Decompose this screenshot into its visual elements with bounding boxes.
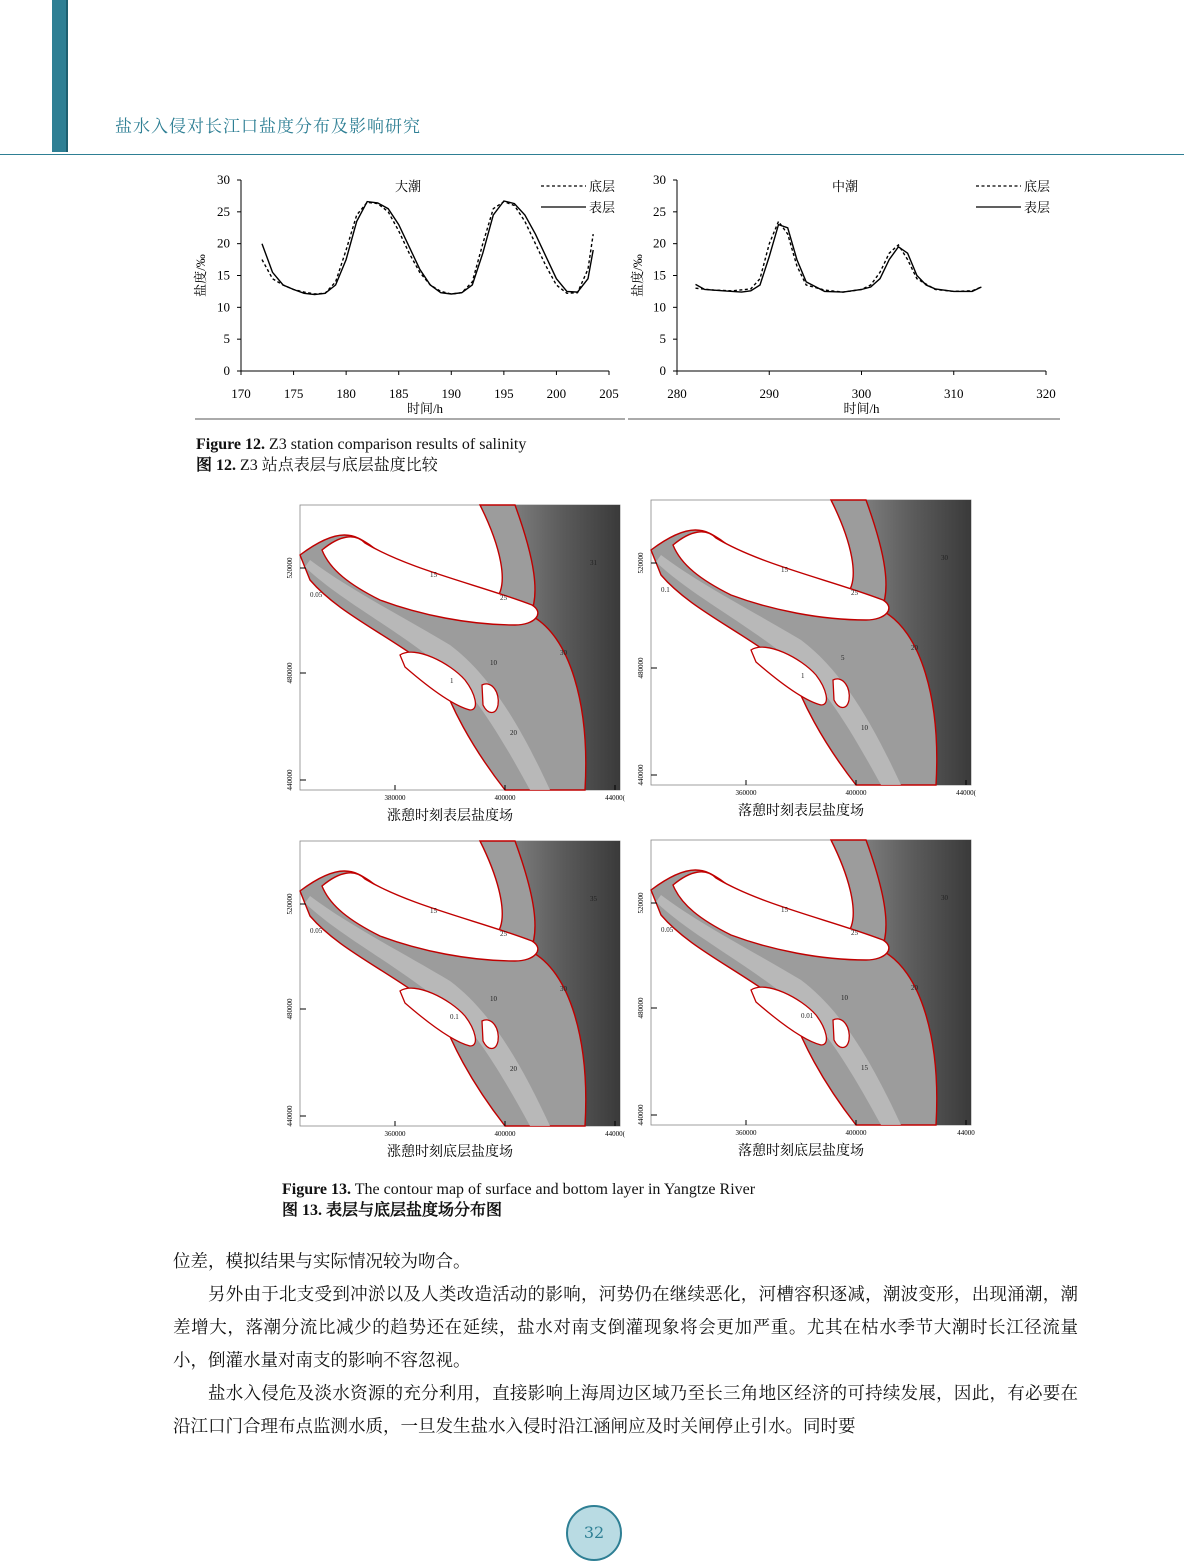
map-y-tick-label: 520000 <box>286 557 294 579</box>
legend-label: 底层 <box>1024 179 1051 194</box>
x-tick-label: 190 <box>441 386 462 401</box>
header-rule <box>0 154 1184 155</box>
contour-value: 30 <box>941 554 948 562</box>
x-axis-label: 时间/h <box>843 401 880 416</box>
y-tick-label: 5 <box>659 331 666 347</box>
contour-value: 10 <box>490 659 497 667</box>
x-tick-label: 310 <box>944 386 964 401</box>
contour-value: 30 <box>941 894 948 902</box>
x-tick-label: 320 <box>1036 386 1056 401</box>
map-y-tick-label: 480000 <box>286 662 294 684</box>
contour-value: 10 <box>861 724 868 732</box>
figure13-zh-text: 表层与底层盐度场分布图 <box>322 1202 503 1219</box>
map-x-tick-label: 400000 <box>494 794 516 802</box>
x-tick-label: 300 <box>851 386 872 401</box>
paragraph-3: 盐水入侵危及淡水资源的充分利用，直接影响上海周边区域乃至长三角地区经济的可持续发展，因此，有必要在沿江口门合理布点监测水质，一旦发生盐水入侵时沿江涵闸应及时关闸停止引水。同时要 <box>173 1384 1078 1437</box>
contour-value: 15 <box>430 907 437 915</box>
salinity-contour-maps <box>270 495 990 1175</box>
map-x-tick-label: 400000 <box>845 789 867 797</box>
contour-value: 5 <box>841 654 845 662</box>
figure12-en-label: Figure 12. <box>196 436 266 453</box>
salinity-chart-neap-tide <box>628 170 1060 425</box>
x-tick-label: 170 <box>231 386 251 401</box>
x-tick-label: 205 <box>599 386 619 401</box>
x-tick-label: 280 <box>667 386 687 401</box>
y-tick-label: 5 <box>223 331 230 347</box>
x-axis-label: 时间/h <box>406 401 444 416</box>
map-panel-label: 落憩时刻表层盐度场 <box>738 804 864 819</box>
x-tick-label: 290 <box>759 386 779 401</box>
y-tick-label: 20 <box>217 235 230 251</box>
map-x-tick-label: 44000( <box>605 1130 625 1138</box>
map-x-tick-label: 360000 <box>735 1129 757 1137</box>
contour-value: 30 <box>560 649 567 657</box>
contour-value: 1 <box>801 672 805 680</box>
y-tick-label: 30 <box>653 172 666 187</box>
map-y-tick-label: 440000 <box>637 764 645 786</box>
x-tick-label: 175 <box>283 386 304 401</box>
salinity-chart-spring-tide <box>195 170 625 425</box>
paragraph-1: 位差，模拟结果与实际情况较为吻合。 <box>173 1252 471 1272</box>
x-tick-label: 200 <box>546 386 567 401</box>
y-tick-label: 25 <box>653 203 666 219</box>
map-y-tick-label: 440000 <box>286 1105 294 1127</box>
y-tick-label: 0 <box>223 363 230 378</box>
contour-value: 0.05 <box>310 591 323 599</box>
figure13-zh-label: 图 13. <box>282 1202 323 1219</box>
series-line-surface-layer <box>262 201 593 295</box>
y-tick-label: 0 <box>659 363 666 378</box>
map-panel-label: 涨憩时刻底层盐度场 <box>387 1145 513 1160</box>
figure13-caption <box>282 1179 755 1221</box>
contour-value: 20 <box>510 1065 517 1073</box>
contour-value: 35 <box>590 895 597 903</box>
map-y-tick-label: 520000 <box>286 893 294 915</box>
map-x-tick-label: 380000 <box>384 794 406 802</box>
contour-value: 25 <box>851 589 858 597</box>
map-y-tick-label: 520000 <box>637 892 645 914</box>
map-x-tick-label: 44000( <box>956 789 976 797</box>
contour-value: 0.05 <box>310 927 323 935</box>
map-y-tick-label: 440000 <box>637 1104 645 1126</box>
legend-label: 表层 <box>1024 200 1051 215</box>
map-panel-label: 落憩时刻底层盐度场 <box>738 1144 864 1159</box>
figure13-en-label: Figure 13. <box>282 1181 352 1198</box>
contour-value: 31 <box>590 559 597 567</box>
map-x-tick-label: 44000 <box>957 1129 975 1137</box>
body-text <box>173 1246 1078 1444</box>
chart-title: 中潮 <box>831 179 859 194</box>
map-y-tick-label: 480000 <box>286 998 294 1020</box>
map-x-tick-label: 400000 <box>845 1129 867 1137</box>
contour-value: 15 <box>430 571 437 579</box>
y-axis-label: 盐度/‰ <box>630 254 645 297</box>
contour-value: 0.1 <box>450 1013 459 1021</box>
map-y-tick-label: 440000 <box>286 769 294 791</box>
contour-value: 15 <box>781 566 788 574</box>
map-panel-3 <box>286 841 626 1160</box>
series-line-surface-layer <box>696 225 982 293</box>
x-tick-label: 185 <box>388 386 409 401</box>
x-tick-label: 195 <box>494 386 514 401</box>
y-tick-label: 10 <box>653 299 666 315</box>
y-tick-label: 25 <box>217 203 230 219</box>
contour-value: 1 <box>450 677 454 685</box>
map-panel-1 <box>286 505 626 824</box>
y-tick-label: 20 <box>653 235 666 251</box>
contour-value: 0.1 <box>661 586 670 594</box>
contour-value: 20 <box>510 729 517 737</box>
map-y-tick-label: 480000 <box>637 997 645 1019</box>
contour-value: 0.01 <box>801 1012 814 1020</box>
legend-label: 表层 <box>589 200 616 215</box>
map-y-tick-label: 480000 <box>637 657 645 679</box>
figure12-en-text: Z3 station comparison results of salinity <box>265 436 527 453</box>
y-axis-label: 盐度/‰ <box>193 254 208 297</box>
contour-value: 25 <box>500 594 507 602</box>
contour-value: 10 <box>841 994 848 1002</box>
series-line-bottom-layer <box>696 221 982 292</box>
contour-value: 30 <box>560 985 567 993</box>
x-tick-label: 180 <box>336 386 356 401</box>
paragraph-2: 另外由于北支受到冲淤以及人类改造活动的影响，河势仍在继续恶化，河槽容积逐减，潮波变形，出现涌潮，潮差增大，落潮分流比减少的趋势还在延续，盐水对南支倒灌现象将会更加严重。尤其在枯水季节大潮时长江径流量小，倒灌水量对南支的影响不容忽视。 <box>173 1285 1078 1371</box>
contour-value: 25 <box>851 929 858 937</box>
y-tick-label: 30 <box>217 172 230 187</box>
map-x-tick-label: 360000 <box>384 1130 406 1138</box>
header-accent-bar <box>52 0 68 152</box>
running-header-title: 盐水入侵对长江口盐度分布及影响研究 <box>115 117 421 137</box>
page-number: 32 <box>566 1505 622 1561</box>
contour-value: 25 <box>500 930 507 938</box>
map-x-tick-label: 400000 <box>494 1130 516 1138</box>
map-y-tick-label: 520000 <box>637 552 645 574</box>
map-panel-2 <box>637 500 977 819</box>
y-tick-label: 15 <box>653 267 666 283</box>
figure12-zh-label: 图 12. <box>196 457 237 474</box>
figure13-en-text: The contour map of surface and bottom layer in Yangtze River <box>351 1181 756 1198</box>
contour-value: 20 <box>911 984 918 992</box>
map-x-tick-label: 44000( <box>605 794 625 802</box>
map-panel-label: 涨憩时刻表层盐度场 <box>387 809 513 824</box>
contour-value: 15 <box>781 906 788 914</box>
chart-title: 大潮 <box>394 179 422 194</box>
figure12-caption <box>196 434 526 476</box>
legend-label: 底层 <box>589 179 616 194</box>
map-x-tick-label: 360000 <box>735 789 757 797</box>
map-panel-4 <box>637 840 975 1159</box>
y-tick-label: 15 <box>217 267 230 283</box>
y-tick-label: 10 <box>217 299 230 315</box>
contour-value: 20 <box>911 644 918 652</box>
figure12-zh-text: Z3 站点表层与底层盐度比较 <box>236 457 438 474</box>
contour-value: 15 <box>861 1064 868 1072</box>
contour-value: 10 <box>490 995 497 1003</box>
contour-value: 0.05 <box>661 926 674 934</box>
